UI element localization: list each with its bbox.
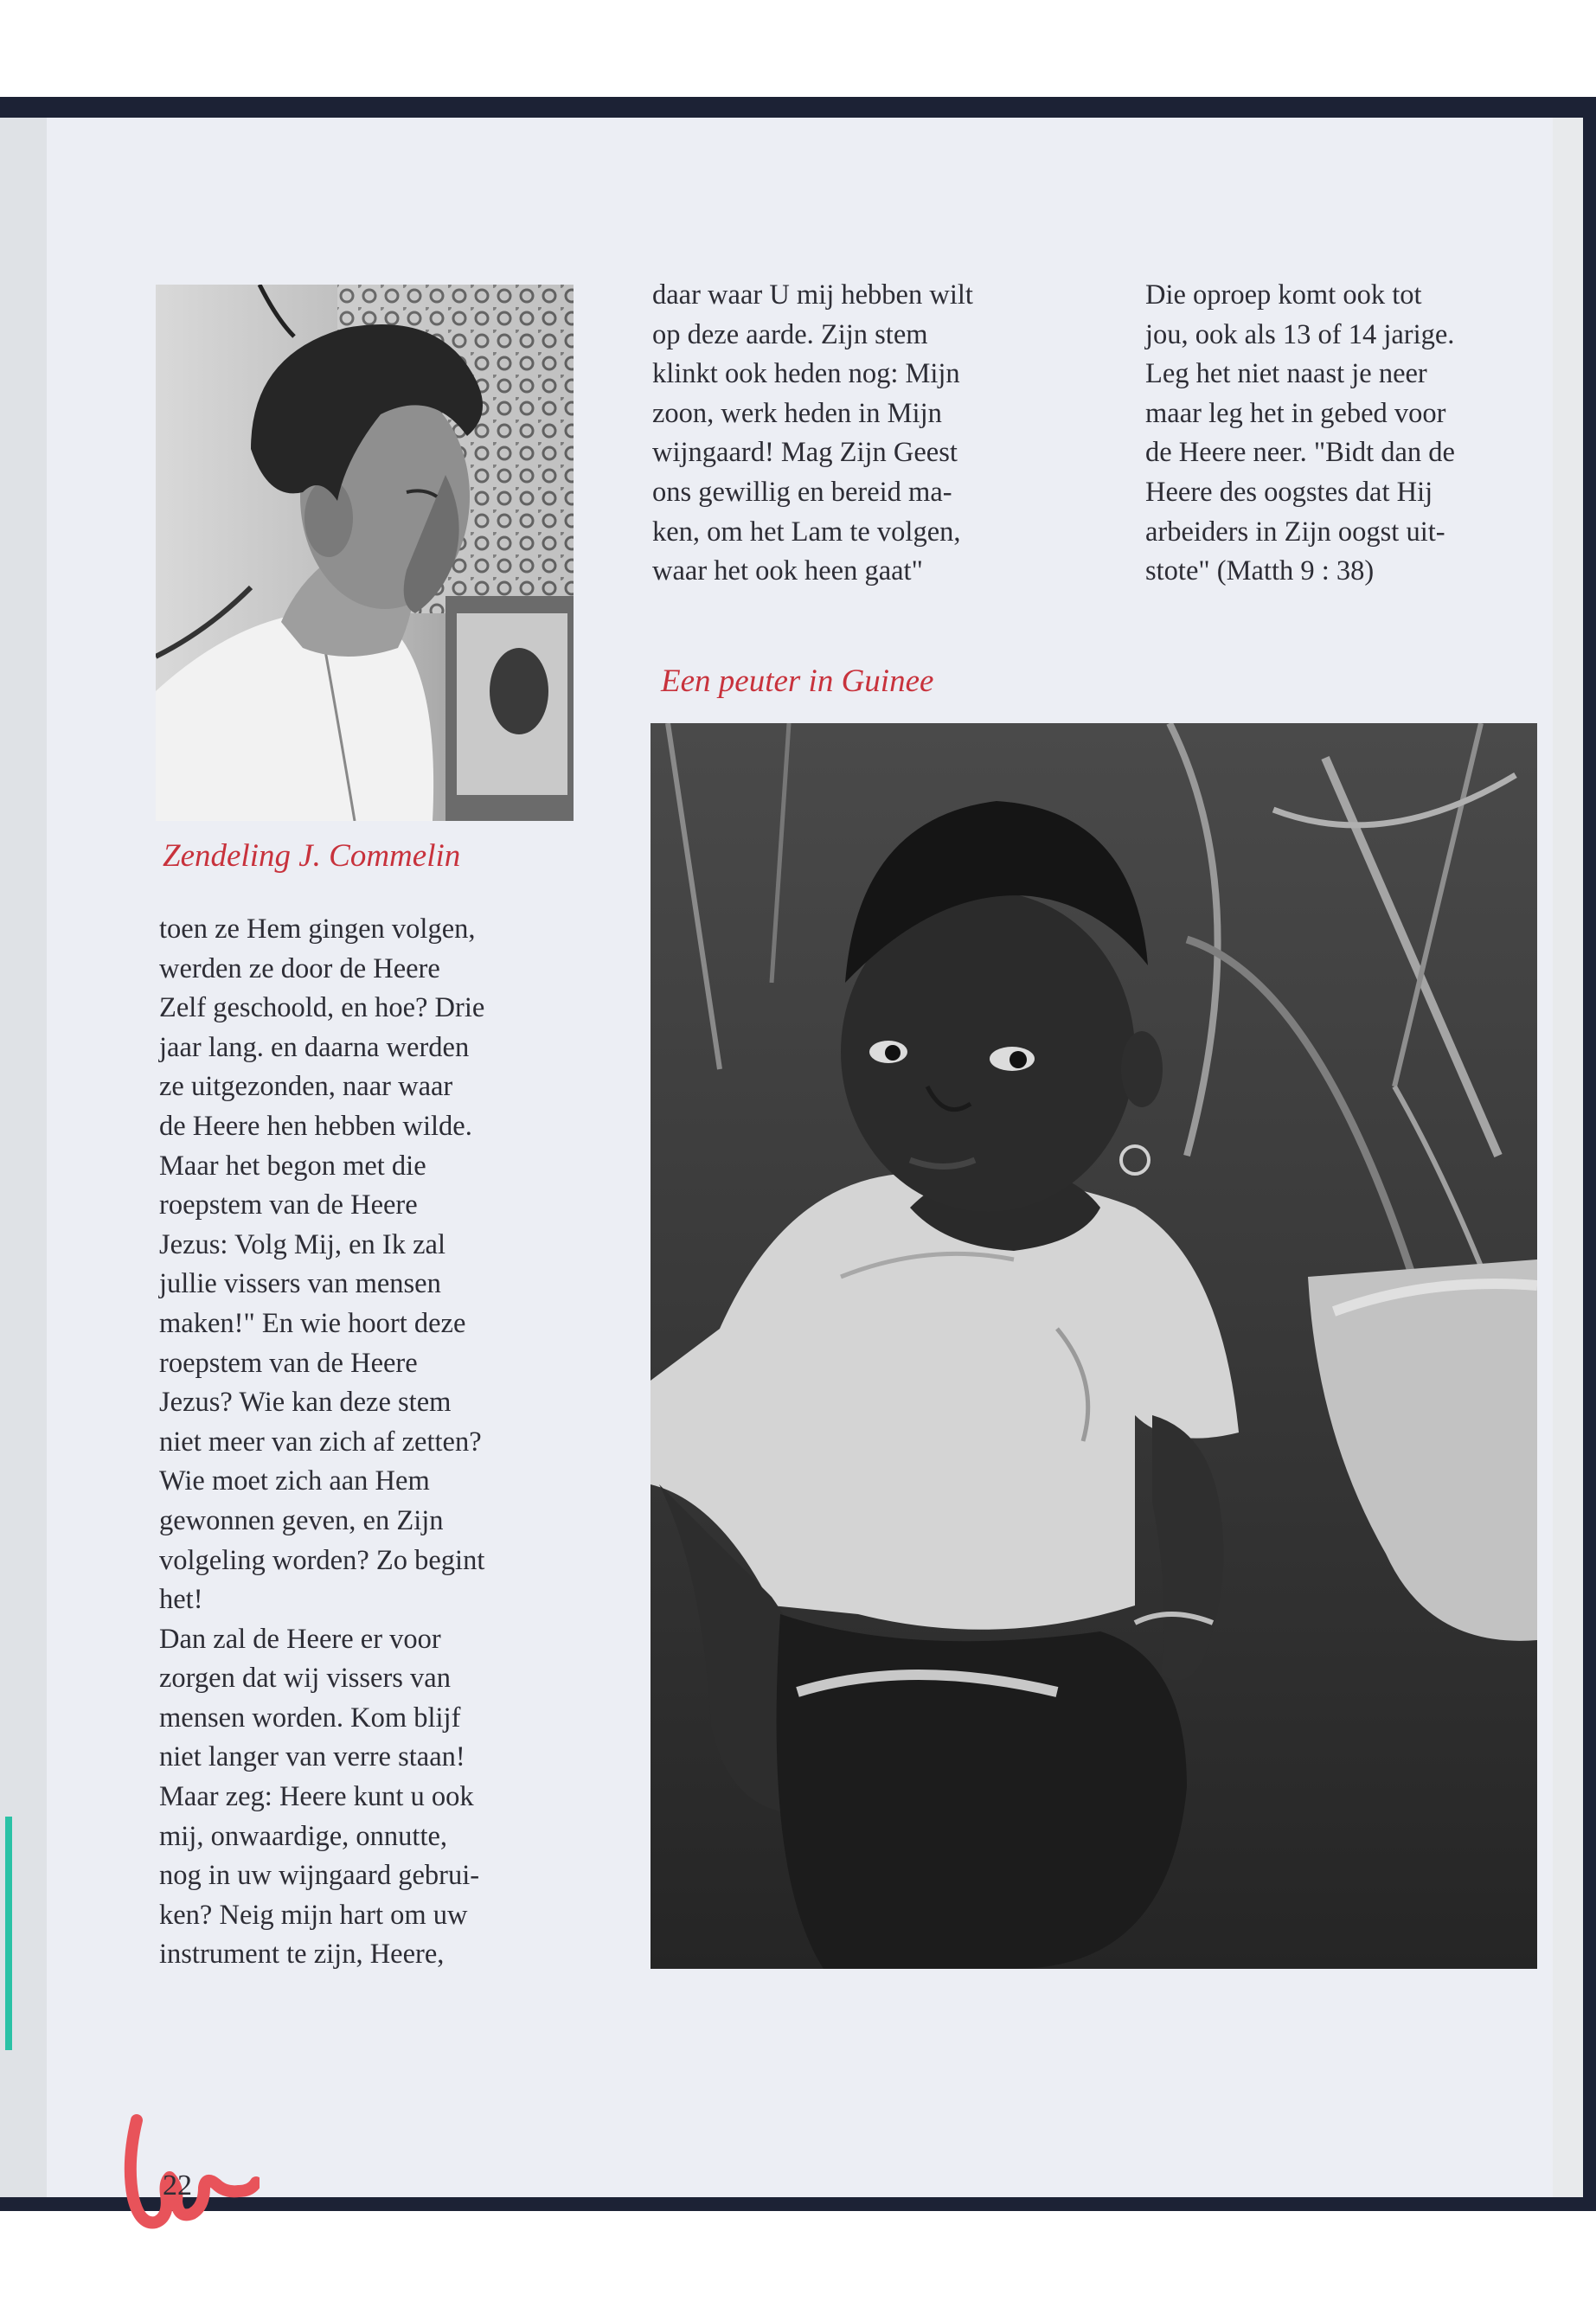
text-line: Maar zeg: Heere kunt u ook [159, 1781, 474, 1813]
text-line: mensen worden. Kom blijf [159, 1702, 461, 1734]
text-line: ons gewillig en bereid ma- [652, 476, 952, 508]
magazine-page [47, 118, 1553, 2202]
page-number: 22 [163, 2170, 192, 2202]
text-line: toen ze Hem gingen volgen, [159, 913, 476, 945]
text-line: ken, om het Lam te volgen, [652, 516, 961, 548]
text-line: het! [159, 1584, 203, 1616]
text-line: waar het ook heen gaat" [652, 555, 923, 587]
text-line: de Heere neer. "Bidt dan de [1145, 437, 1455, 469]
text-line: de Heere hen hebben wilde. [159, 1110, 472, 1142]
text-line: klinkt ook heden nog: Mijn [652, 358, 960, 390]
text-line: roepstem van de Heere [159, 1347, 418, 1379]
text-line: jullie vissers van mensen [159, 1268, 441, 1300]
text-line: zoon, werk heden in Mijn [652, 397, 942, 429]
text-line: ken? Neig mijn hart om uw [159, 1899, 468, 1931]
portrait-caption: Zendeling J. Commelin [163, 838, 461, 874]
text-line: jou, ook als 13 of 14 jarige. [1145, 318, 1455, 350]
text-line: zorgen dat wij vissers van [159, 1663, 451, 1695]
text-line: Dan zal de Heere er voor [159, 1623, 441, 1655]
text-line: Maar het begon met die [159, 1150, 426, 1182]
text-line: nog in uw wijngaard gebrui- [159, 1860, 480, 1892]
text-line: maar leg het in gebed voor [1145, 397, 1446, 429]
text-line: Heere des oogstes dat Hij [1145, 476, 1433, 508]
text-line: roepstem van de Heere [159, 1189, 418, 1221]
text-column-left [159, 910, 484, 1975]
text-line: stote" (Matth 9 : 38) [1145, 555, 1375, 587]
text-line: daar waar U mij hebben wilt [652, 279, 973, 311]
child-photo [651, 723, 1537, 1969]
text-line: op deze aarde. Zijn stem [652, 318, 928, 350]
text-line: jaar lang. en daarna werden [159, 1031, 470, 1063]
scan-top-border [0, 97, 1596, 118]
binding-color-strip [5, 1817, 12, 2050]
text-line: volgeling worden? Zo begint [159, 1544, 485, 1576]
text-line: gewonnen geven, en Zijn [159, 1504, 444, 1536]
text-column-middle [652, 276, 973, 592]
text-line: Wie moet zich aan Hem [159, 1465, 430, 1497]
text-line: arbeiders in Zijn oogst uit- [1145, 516, 1445, 548]
portrait-photo [156, 285, 574, 821]
text-line: Leg het niet naast je neer [1145, 358, 1427, 390]
text-line: ze uitgezonden, naar waar [159, 1071, 453, 1103]
text-line: niet meer van zich af zetten? [159, 1426, 482, 1458]
text-line: Jezus: Volg Mij, en Ik zal [159, 1228, 445, 1260]
text-line: mij, onwaardige, onnutte, [159, 1820, 448, 1852]
text-line: maken!" En wie hoort deze [159, 1307, 466, 1339]
scan-right-border [1583, 97, 1596, 2211]
text-line: werden ze door de Heere [159, 952, 440, 984]
text-line: instrument te zijn, Heere, [159, 1939, 445, 1971]
text-line: Zelf geschoold, en hoe? Drie [159, 992, 485, 1024]
text-line: niet langer van verre staan! [159, 1741, 465, 1773]
child-caption: Een peuter in Guinee [661, 663, 934, 699]
text-line: Jezus? Wie kan deze stem [159, 1387, 452, 1419]
text-column-right [1145, 276, 1455, 592]
text-line: Die oproep komt ook tot [1145, 279, 1422, 311]
text-line: wijngaard! Mag Zijn Geest [652, 437, 958, 469]
